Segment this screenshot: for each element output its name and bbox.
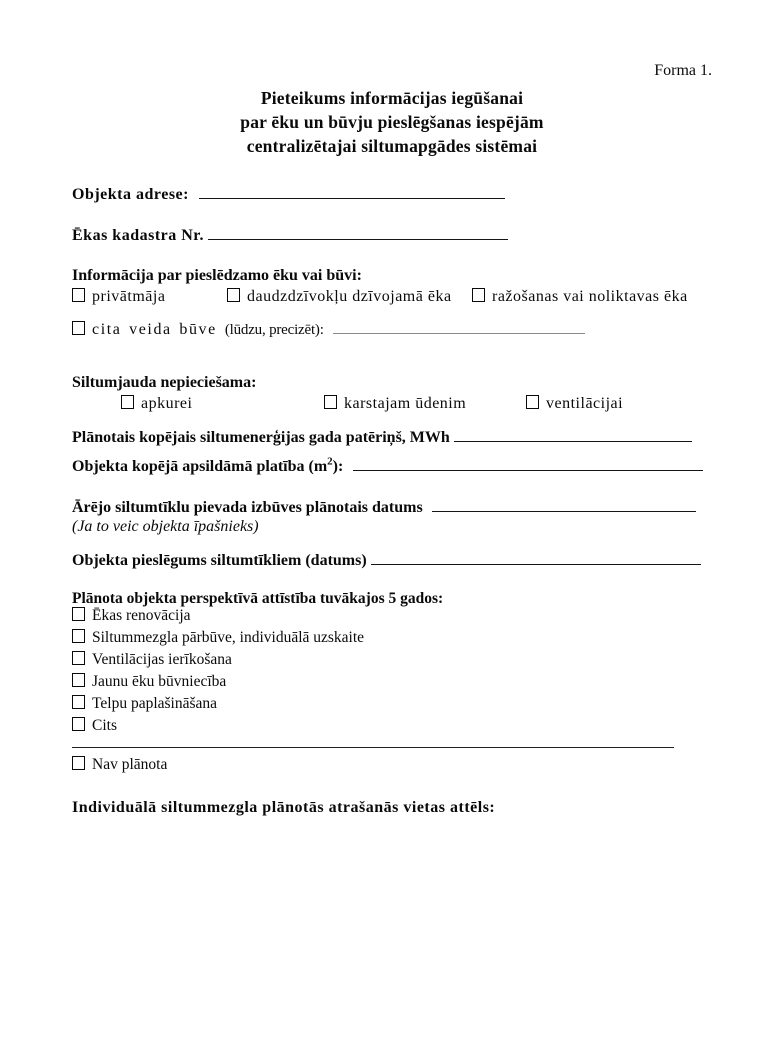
checkbox-icon[interactable] xyxy=(72,695,85,709)
address-row xyxy=(72,184,505,204)
form-title-line-2: par ēku un būvju pieslēgšanas iespējām xyxy=(240,112,544,132)
checkbox-icon[interactable] xyxy=(72,651,85,665)
checkbox-label: Cits xyxy=(92,717,117,734)
heated-area-fill-line[interactable] xyxy=(353,456,703,471)
checkbox-icon[interactable] xyxy=(227,288,240,302)
checkbox-label: Siltummezgla pārbūve, individuālā uzskaite xyxy=(92,629,365,646)
connection-date-row xyxy=(72,550,701,570)
development-heading: Plānota objekta perspektīvā attīstība tuvākajos 5 gados: xyxy=(72,590,444,607)
other-building-note: (lūdzu, precizēt): xyxy=(224,322,324,338)
building-info-heading: Informācija par pieslēdzamo ēku vai būvi: xyxy=(72,267,362,284)
form-title-line-3: centralizētajai siltumapgādes sistēmai xyxy=(246,136,538,156)
checkbox-icon[interactable] xyxy=(72,321,85,335)
checkbox-icon[interactable] xyxy=(324,395,337,409)
checkbox-icon[interactable] xyxy=(72,673,85,687)
cadastre-fill-line[interactable] xyxy=(208,225,508,240)
address-fill-line[interactable] xyxy=(199,184,505,199)
connection-date-fill-line[interactable] xyxy=(371,550,701,565)
checkbox-label: daudzdzīvokļu dzīvojamā ēka xyxy=(247,288,452,305)
checkbox-option-razosanas[interactable] xyxy=(472,288,688,306)
checkbox-label: Telpu paplašināšana xyxy=(92,695,218,712)
pipeline-date-row xyxy=(72,497,696,517)
cadastre-row xyxy=(72,225,508,245)
checkbox-option-telpu-paplasinasana[interactable] xyxy=(72,695,217,713)
checkbox-icon[interactable] xyxy=(72,756,85,770)
checkbox-option-karstajam-udenim[interactable] xyxy=(324,395,466,413)
checkbox-label: Nav plānota xyxy=(92,756,168,773)
checkbox-option-ventilacijai[interactable] xyxy=(526,395,623,413)
checkbox-label: Jaunu ēku būvniecība xyxy=(92,673,227,690)
checkbox-label: apkurei xyxy=(141,395,193,412)
heat-unit-image-heading: Individuālā siltummezgla plānotās atrašanās vietas attēls: xyxy=(72,799,496,816)
checkbox-label: karstajam ūdenim xyxy=(344,395,467,412)
heated-area-superscript: 2 xyxy=(327,456,333,468)
checkbox-label: privātmāja xyxy=(92,288,166,305)
annual-consumption-fill-line[interactable] xyxy=(454,427,692,442)
other-building-fill-line[interactable] xyxy=(333,319,585,334)
checkbox-icon[interactable] xyxy=(526,395,539,409)
checkbox-icon[interactable] xyxy=(72,717,85,731)
checkbox-label: ražošanas vai noliktavas ēka xyxy=(492,288,688,305)
pipeline-date-label: Ārējo siltumtīklu pievada izbūves plānotais datums xyxy=(72,499,423,516)
cits-fill-line[interactable] xyxy=(72,733,674,748)
checkbox-option-nav-planota[interactable] xyxy=(72,756,167,774)
checkbox-option-cita-veida-buve[interactable] xyxy=(72,319,585,339)
heat-capacity-heading: Siltumjauda nepieciešama: xyxy=(72,374,257,391)
checkbox-icon[interactable] xyxy=(472,288,485,302)
checkbox-label: Ēkas renovācija xyxy=(92,607,191,624)
checkbox-icon[interactable] xyxy=(121,395,134,409)
heated-area-row xyxy=(72,456,703,476)
form-title-line-1: Pieteikums informācijas iegūšanai xyxy=(260,88,524,108)
checkbox-option-siltummezgla-parbuve[interactable] xyxy=(72,629,364,647)
checkbox-option-privatmaja[interactable] xyxy=(72,288,165,306)
checkbox-option-ventilacijas-ierikosana[interactable] xyxy=(72,651,232,669)
checkbox-option-daudzdzivoklu[interactable] xyxy=(227,288,452,306)
checkbox-option-apkurei[interactable] xyxy=(121,395,192,413)
heated-area-label-suffix: ): xyxy=(332,458,344,476)
checkbox-label: Ventilācijas ierīkošana xyxy=(92,651,232,668)
cadastre-label: Ēkas kadastra Nr. xyxy=(72,227,204,244)
address-label: Objekta adrese: xyxy=(72,186,189,203)
heated-area-label-prefix: Objekta kopējā apsildāmā platība (m xyxy=(72,458,328,476)
pipeline-date-fill-line[interactable] xyxy=(432,497,696,512)
annual-consumption-label: Plānotais kopējais siltumenerģijas gada patēriņš, MWh xyxy=(72,429,450,446)
checkbox-option-jaunu-eku-buvnieciba[interactable] xyxy=(72,673,226,691)
connection-date-label: Objekta pieslēgums siltumtīkliem (datums) xyxy=(72,552,367,569)
annual-consumption-row xyxy=(72,427,692,447)
heated-area-label xyxy=(72,458,343,475)
form-number: Forma 1. xyxy=(654,62,712,79)
checkbox-icon[interactable] xyxy=(72,288,85,302)
checkbox-icon[interactable] xyxy=(72,629,85,643)
checkbox-label: ventilācijai xyxy=(546,395,624,412)
checkbox-icon[interactable] xyxy=(72,607,85,621)
pipeline-date-note: (Ja to veic objekta īpašnieks) xyxy=(72,518,259,535)
checkbox-label: cita veida būve xyxy=(92,321,217,338)
checkbox-option-ekas-renovacija[interactable] xyxy=(72,607,191,625)
